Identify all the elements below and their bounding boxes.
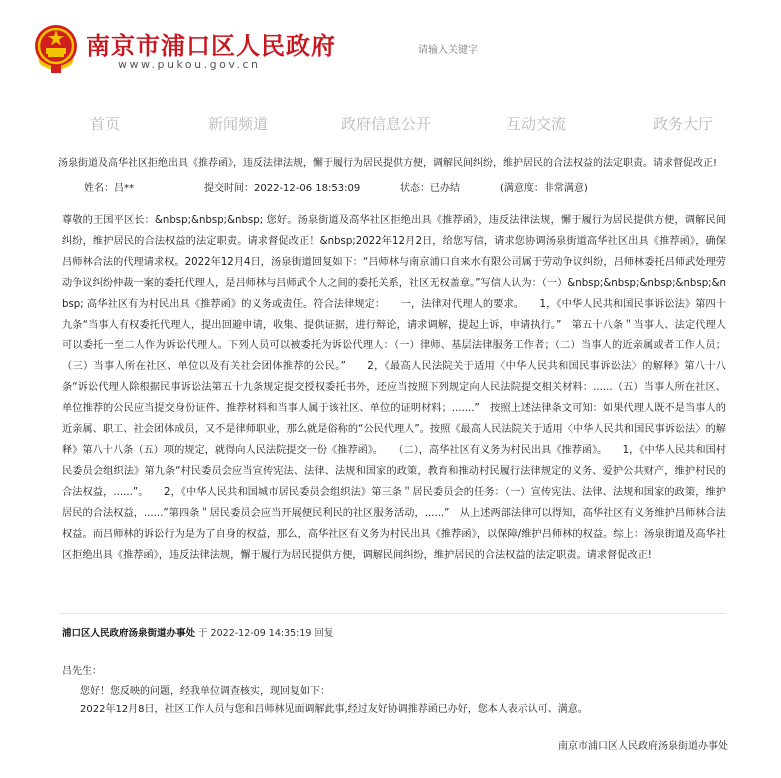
main-nav [0, 113, 781, 139]
letter-name: 姓名：吕** [84, 183, 134, 194]
nav-item-gov-info[interactable]: 政府信息公开 [341, 115, 432, 133]
letter-status: 状态：已办结 [400, 183, 460, 194]
site-url[interactable]: www.pukou.gov.cn [118, 58, 261, 71]
reply-salutation: 吕先生： [62, 666, 102, 677]
letter-content: 尊敬的王国平区长：&nbsp;&nbsp;&nbsp; 您好。汤泉街道及高华社区拒绝出具《推荐函》，违反法律法规，懈于履行为居民提供方便，调解民间纠纷，维护居民的合法权益的法定职责。请求督促改正！&nbsp;2022年12月2日，给您写信，请求您协调汤泉街道高华社区出具《推荐函》，确保吕师林合法的代理请求权。2022年12月4日，汤泉街道回复如下：“吕师林与南京浦口自来水有限公司属于劳动争议纠纷，吕师林委托吕师武处理劳动争议纠纷仲裁一案的委托代理人，是吕师林与吕师武个人之间的委托关系，社区无权盖章。”写信人认为：（一）&nbsp;&nbsp;&nbsp;&nbsp;&nbsp; 高华社区有为村民出具《推荐函》的义务或责任。符合法律规定： 一，法律对代理人的要求。 1，《中华人民共和国民事诉讼法》第四十九条“当事人有权委托代理人，提出回避申请，收集、提供证据，进行辩论，请求调解，提起上诉，申请执行。” 第五十八条＂当事人、法定代理人可以委托一至二人作为诉讼代理人。下列人员可以被委托为诉讼代理人：（一）律师、基层法律服务工作者；（二）当事人的近亲属或者工作人员；（三）当事人所在社区、单位以及有关社会团体推荐的公民。” 2，《最高人民法院关于适用〈中华人民共和国民事诉讼法〉的解释》第八十八条“诉讼代理人除根据民事诉讼法第五十九条规定提交授权委托书外，还应当按照下列规定向人民法院提交相关材料：......（五）当事人所在社区、单位推荐的公民应当提交身份证件、推荐材料和当事人属于该社区、单位的证明材料；.......” 按照上述法律条文可知：如果代理人既不是当事人的近亲属、职工、社会团体成员，又不是律师职业，那么就是俗称的“公民代理人”。按照《最高人民法院关于适用〈中华人民共和国民事诉讼法〉的解释》第八十八条（五）项的规定，就得向人民法院提交一份《推荐函》。 （二），高华社区有义务为村民出具《推荐函》。 1，《中华人民共和国村民委员会组织法》第九条“村民委员会应当宣传宪法、法律、法规和国家的政策，教育和推动村民履行法律规定的义务、爱护公共财产，维护村民的合法权益，......”。 2，《中华人民共和国城市居民委员会组织法》第三条＂居民委员会的任务：（一）宣传宪法、法律、法规和国家的政策，维护居民的合法权益，......”第四条＂居民委员会应当开展便民利民的社区服务活动，......” 从上述两部法律可以得知，高华社区有义务维护吕师林合法权益。而吕师林的诉讼行为是为了自身的权益，那么，高华社区有义务为村民出具《推荐函》，以保障/维护吕师林的权益。综上：汤泉街道及高华社区拒绝出具《推荐函》，违反法律法规，懈于履行为居民提供方便，调解民间纠纷，维护居民的合法权益的法定职责。请求督促改正! [62, 215, 726, 561]
reply-signature: 南京市浦口区人民政府汤泉街道办事处 [558, 741, 728, 752]
nav-item-home[interactable]: 首页 [90, 115, 121, 133]
site-header [0, 0, 781, 95]
letter-satisfaction: (满意度：非常满意) [500, 183, 588, 194]
reply-header [62, 625, 333, 639]
reply-time: 于 2022-12-09 14:35:19 回复 [195, 628, 334, 639]
nav-item-news[interactable]: 新闻频道 [208, 115, 269, 133]
nav-item-service-hall[interactable]: 政务大厅 [653, 115, 714, 133]
reply-department: 浦口区人民政府汤泉街道办事处 [62, 628, 196, 639]
nav-item-interaction[interactable]: 互动交流 [506, 115, 567, 133]
letter-subject: 汤泉街道及高华社区拒绝出具《推荐函》，违反法律法规，懈于履行为居民提供方便，调解民间纠纷，维护居民的合法权益的法定职责。请求督促改正! [58, 158, 718, 169]
search-input[interactable]: 请输入关键字 [418, 45, 478, 56]
site-title[interactable]: 南京市浦口区人民政府 [86, 32, 336, 60]
letter-submit-time: 提交时间：2022-12-06 18:53:09 [204, 183, 361, 194]
reply-line: 您好！您反映的问题，经我单位调查核实，现回复如下： [80, 686, 330, 697]
reply-line: 2022年12月8日，社区工作人员与您和吕师林见面调解此事,经过友好协调推荐函已办好，您本人表示认可、满意。 [80, 704, 588, 715]
national-emblem-icon[interactable] [34, 24, 78, 74]
divider [60, 613, 726, 614]
